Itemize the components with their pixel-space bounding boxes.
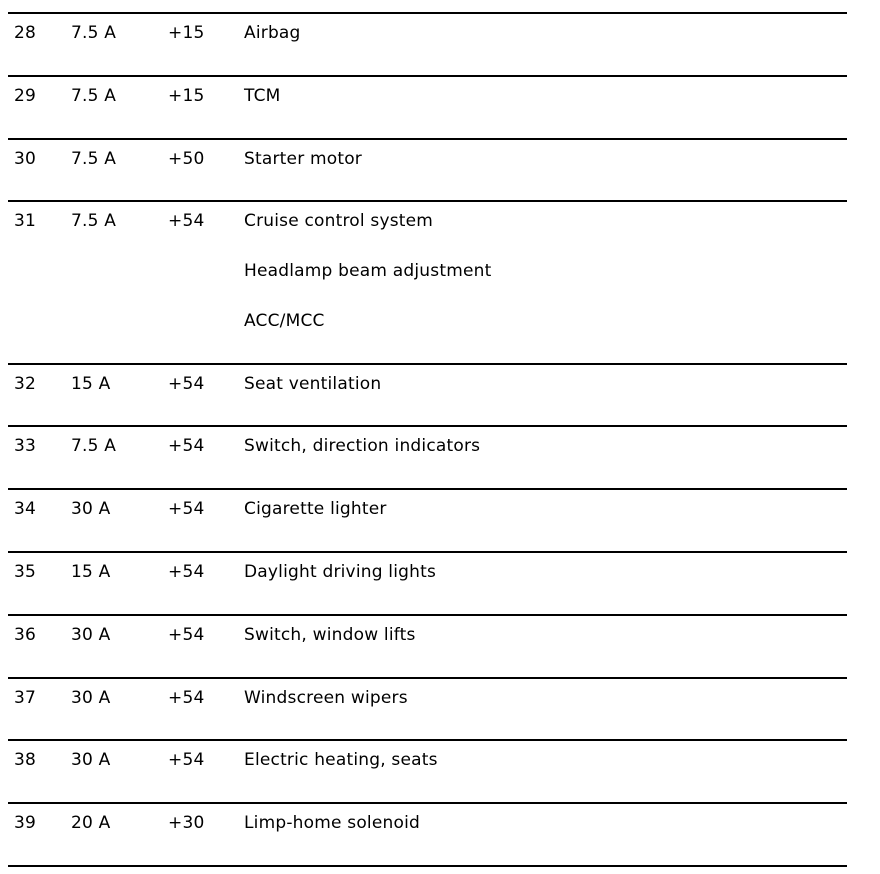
fuse-description-line: Switch, direction indicators — [244, 436, 481, 457]
table-row — [8, 551, 847, 614]
fuse-terminal: +50 — [168, 148, 205, 169]
fuse-description — [244, 625, 416, 675]
fuse-number: 31 — [14, 211, 37, 232]
fuse-description-line: Windscreen wipers — [244, 687, 408, 708]
fuse-terminal: +30 — [168, 813, 205, 834]
fuse-terminal: +54 — [168, 373, 205, 394]
fuse-description-line: Electric heating, seats — [244, 750, 438, 771]
fuse-amperage: 7.5 A — [71, 23, 117, 43]
fuse-description — [244, 86, 281, 136]
fuse-description — [244, 149, 362, 199]
table-row — [8, 739, 847, 802]
fuse-description — [244, 499, 387, 549]
table-row — [8, 425, 847, 488]
fuse-terminal: +54 — [168, 499, 205, 520]
fuse-description — [244, 562, 436, 612]
fuse-description-line: TCM — [244, 85, 281, 106]
fuse-description-line: Limp-home solenoid — [244, 813, 421, 834]
fuse-terminal: +15 — [168, 85, 205, 106]
table-row — [8, 488, 847, 551]
fuse-terminal: +54 — [168, 561, 205, 582]
fuse-number: 28 — [14, 23, 37, 43]
fuse-description-line: ACC/MCC — [244, 311, 325, 332]
fuse-number: 30 — [14, 148, 37, 169]
fuse-terminal: +54 — [168, 211, 205, 232]
fuse-description-line: Seat ventilation — [244, 373, 382, 394]
fuse-table — [8, 12, 847, 867]
fuse-amperage: 7.5 A — [71, 436, 117, 457]
fuse-amperage: 30 A — [71, 687, 111, 708]
fuse-description — [244, 750, 438, 800]
fuse-amperage: 7.5 A — [71, 211, 117, 232]
table-row — [8, 138, 847, 201]
table-row — [8, 200, 847, 362]
fuse-terminal: +54 — [168, 624, 205, 645]
fuse-number: 34 — [14, 499, 37, 520]
fuse-number: 37 — [14, 687, 37, 708]
fuse-terminal: +54 — [168, 687, 205, 708]
fuse-amperage: 30 A — [71, 499, 111, 520]
fuse-description — [244, 436, 480, 486]
fuse-number: 38 — [14, 750, 37, 771]
fuse-terminal: +54 — [168, 750, 205, 771]
table-row — [8, 363, 847, 426]
table-row — [8, 677, 847, 740]
fuse-description-line: Headlamp beam adjustment — [244, 261, 492, 282]
fuse-number: 39 — [14, 813, 37, 834]
fuse-amperage: 30 A — [71, 624, 111, 645]
fuse-description-line: Airbag — [244, 23, 301, 43]
fuse-description-line: Switch, window lifts — [244, 624, 416, 645]
fuse-description — [244, 374, 381, 424]
fuse-amperage: 7.5 A — [71, 85, 117, 106]
fuse-number: 32 — [14, 373, 37, 394]
fuse-number: 29 — [14, 85, 37, 106]
fuse-description — [244, 688, 408, 738]
fuse-description — [244, 23, 301, 73]
table-row — [8, 75, 847, 138]
table-row — [8, 614, 847, 677]
table-bottom-rule — [8, 865, 847, 867]
fuse-description-line: Cruise control system — [244, 211, 434, 232]
fuse-amperage: 7.5 A — [71, 148, 117, 169]
fuse-amperage: 15 A — [71, 561, 111, 582]
fuse-description-line: Cigarette lighter — [244, 499, 387, 520]
fuse-description — [244, 211, 491, 361]
fuse-terminal: +54 — [168, 436, 205, 457]
fuse-description — [244, 813, 420, 863]
fuse-amperage: 20 A — [71, 813, 111, 834]
table-row — [8, 802, 847, 865]
fuse-amperage: 15 A — [71, 373, 111, 394]
fuse-number: 35 — [14, 561, 37, 582]
fuse-description-line: Starter motor — [244, 148, 362, 169]
fuse-number: 33 — [14, 436, 37, 457]
fuse-amperage: 30 A — [71, 750, 111, 771]
table-row — [8, 12, 847, 75]
fuse-number: 36 — [14, 624, 37, 645]
fuse-terminal: +15 — [168, 23, 205, 43]
fuse-description-line: Daylight driving lights — [244, 561, 437, 582]
